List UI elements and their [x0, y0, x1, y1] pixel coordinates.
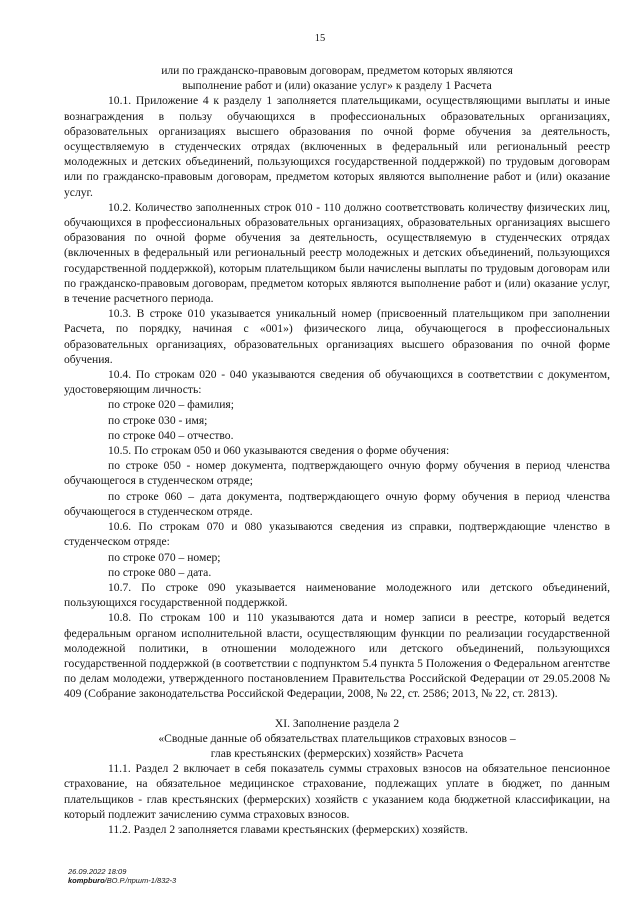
paragraph-10-2: 10.2. Количество заполненных строк 010 - 110 должно соответствовать количеству физических лиц, обучающихся в профессиональных образовательных организациях, образовательных организациях высшего образования по очной форме обучения за деятельность, осуществляемую в студенческих отрядах (включенных в федеральный или региональный реестр молодежных и детских объединений, пользующихся государственной поддержкой), которым плательщиком были начислены выплаты по трудовым договорам или по гражданско-правовым договорам, предметом которых являются выполнение работ и (или) оказание услуг, в течение расчетного периода.	[64, 200, 610, 306]
section-subtitle-1: «Сводные данные об обязательствах плательщиков страховых взносов –	[158, 731, 516, 745]
paragraph-10-8: 10.8. По строкам 100 и 110 указываются дата и номер записи в реестре, который ведется федеральным органом исполнительной власти, осуществляющим функции по реализации государственной молодежной политики, в отношении молодежного или детского объединений, пользующихся государственной поддержкой (в соответствии с подпунктом 5.4 пункта 5 Положения о Федеральном агентстве по делам молодежи, утвержденного постановлением Правительства Российской Федерации от 29.05.2008 № 409 (Собрание законодательства Российской Федерации, 2008, № 22, ст. 2586; 2013, № 22, ст. 2813).	[64, 611, 610, 701]
list-item-line-080: по строке 080 – дата.	[108, 565, 212, 579]
paragraph-10-6: 10.6. По строкам 070 и 080 указываются сведения из справки, подтверждающие членство в студенческом отряде:	[64, 520, 610, 549]
paragraph-10-5-line-050: по строке 050 - номер документа, подтверждающего очную форму обучения в период членства обучающегося в студенческом отряде;	[64, 459, 610, 488]
paragraph-10-5-line-060: по строке 060 – дата документа, подтверждающего очную форму обучения в период членства обучающегося в студенческом отряде.	[64, 489, 610, 518]
paragraph-11-1: 11.1. Раздел 2 включает в себя показатель суммы страховых взносов на обязательное пенсионное страхование, на обязательное медицинское страхование, подлежащих уплате в бюджет, по данным плательщиков - глав крестьянских (фермерских) хозяйств с указанием кода бюджетной классификации, на который подлежит зачислению сумма страховых взносов.	[64, 762, 610, 821]
section-subtitle-2: глав крестьянских (фермерских) хозяйств» Расчета	[210, 746, 464, 760]
paragraph-10-4: 10.4. По строкам 020 - 040 указываются сведения об обучающихся в соответствии с документом, удостоверяющим личность:	[64, 368, 610, 397]
paragraph-10-1: 10.1. Приложение 4 к разделу 1 заполняется плательщиками, осуществляющими выплаты и иные вознаграждения в пользу обучающихся в профессиональных образовательных организациях, образовательных организациях высшего образования по очной форме обучения за деятельность, осуществляемую в студенческих отрядах (включенных в федеральный или региональный реестр молодежных и детских объединений, пользующихся государственной поддержкой) по трудовым договорам или по гражданско-правовым договорам, предметом которых являются выполнение работ и (или) оказание услуг.	[64, 94, 610, 199]
footer-ref-text: /ВО.Р./пршт-1/832-3	[104, 876, 177, 885]
kompburo-logo: kompburo	[68, 876, 105, 885]
footer-stamp	[68, 867, 176, 885]
document-body	[64, 63, 610, 837]
footer-date: 26.09.2022 18:09	[68, 867, 127, 876]
page-number: 15	[314, 33, 326, 44]
intro-line-1: или по гражданско-правовым договорам, предметом которых являются	[161, 64, 513, 77]
paragraph-10-3: 10.3. В строке 010 указывается уникальный номер (присвоенный плательщиком при заполнении Расчета, по порядку, начиная с «001») физического лица, обучающегося в профессиональных образовательных организациях, образовательных организациях высшего образования по очной форме обучения.	[64, 307, 610, 366]
paragraph-10-5: 10.5. По строкам 050 и 060 указываются сведения о форме обучения:	[108, 444, 450, 458]
footer-reference	[68, 876, 176, 885]
intro-line-2: выполнение работ и (или) оказание услуг» к разделу 1 Расчета	[182, 79, 492, 93]
list-item-line-020: по строке 020 – фамилия;	[108, 398, 234, 412]
paragraph-11-2: 11.2. Раздел 2 заполняется главами крестьянских (фермерских) хозяйств.	[108, 822, 468, 836]
list-item-line-040: по строке 040 – отчество.	[108, 428, 234, 442]
paragraph-10-7: 10.7. По строке 090 указывается наименование молодежного или детского объединений, пользующихся государственной поддержкой.	[64, 580, 610, 610]
list-item-line-070: по строке 070 – номер;	[108, 550, 221, 564]
section-title: XI. Заполнение раздела 2	[274, 716, 400, 730]
list-item-line-030: по строке 030 - имя;	[108, 413, 208, 427]
